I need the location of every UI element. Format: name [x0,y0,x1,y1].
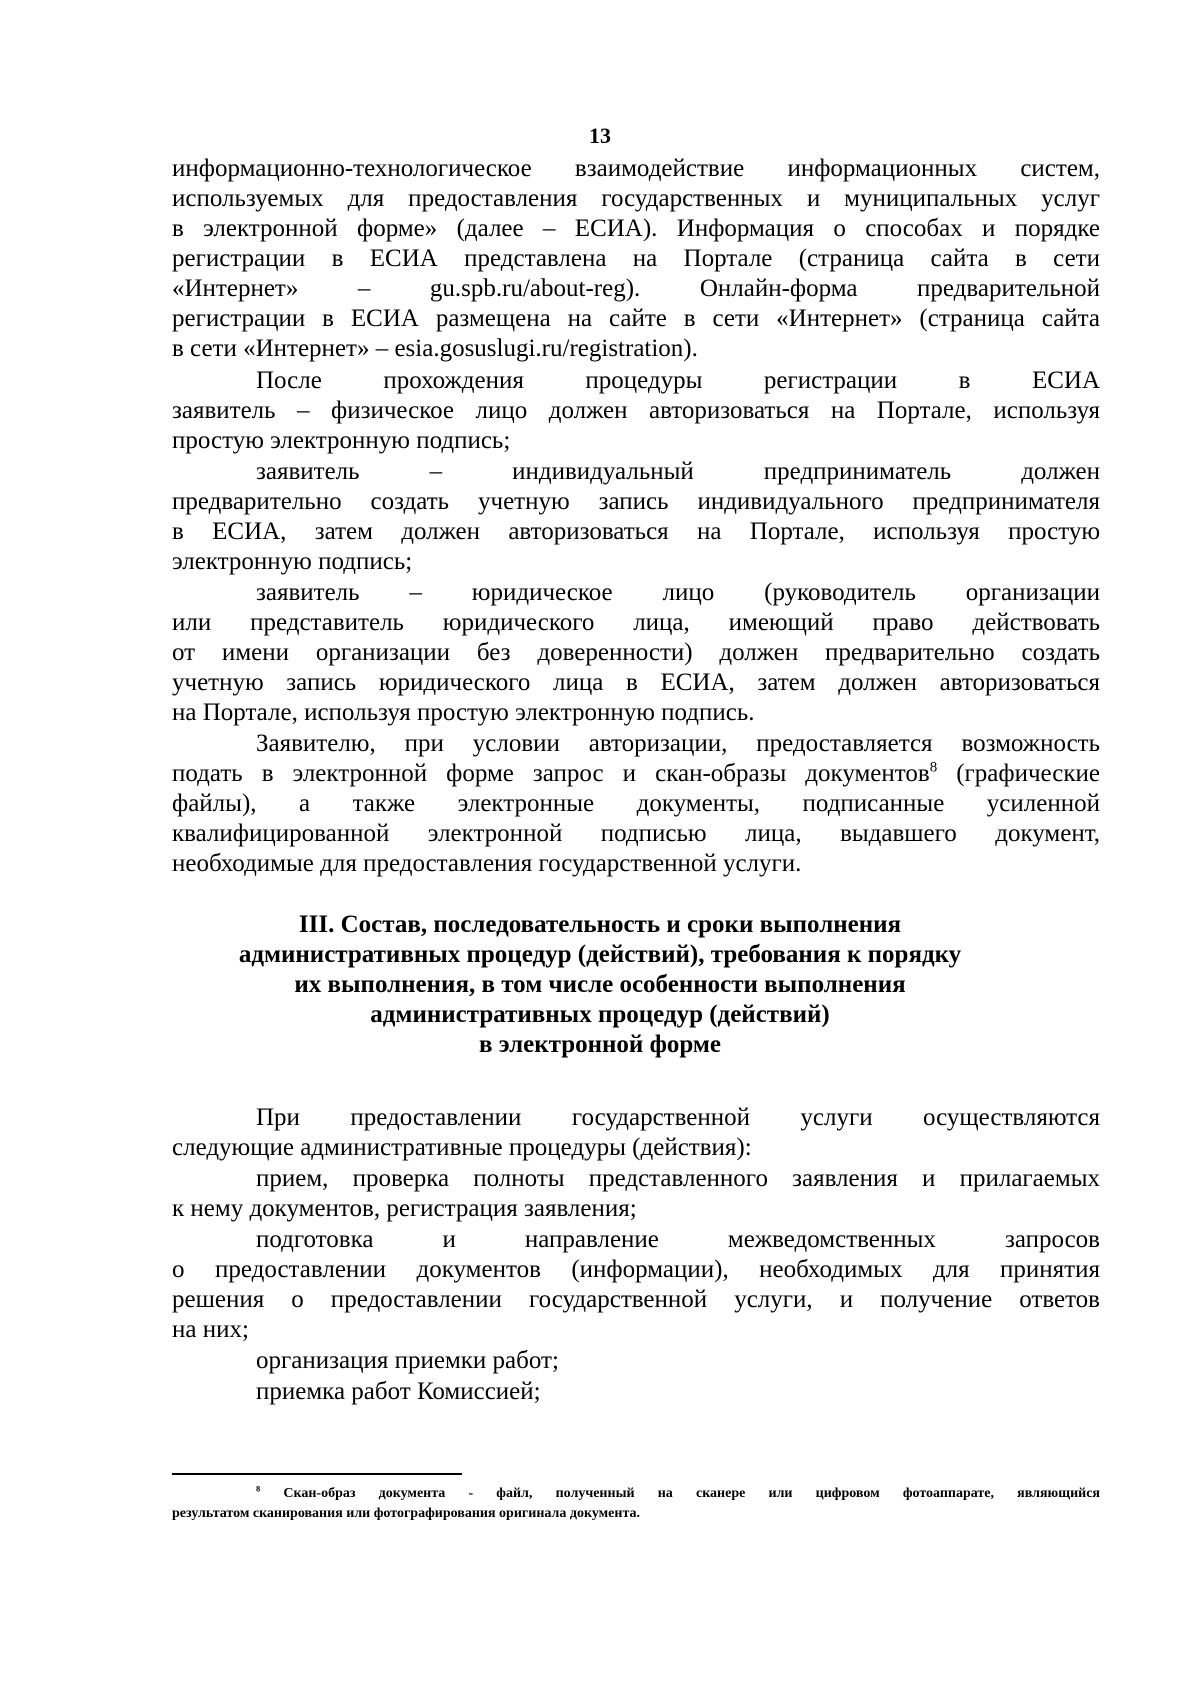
paragraph-line: После прохождения процедуры регистрации в ЕСИА [256,367,1100,394]
paragraph-line: учетную запись юридического лица в ЕСИА, затем должен авторизоваться [172,669,1100,696]
paragraph-line: на них; [172,1316,249,1343]
paragraph-line: квалифицированной электронной подписью лица, выдавшего документ, [172,820,1100,847]
paragraph-line: решения о предоставлении государственной услуги, и получение ответов [172,1286,1100,1313]
paragraph-line: организация приемки работ; [256,1347,559,1374]
section-heading-line: административных процедур (действий) [370,1001,830,1028]
paragraph-line: регистрации в ЕСИА размещена на сайте в сети «Интернет» (страница сайта [172,305,1100,332]
paragraph-line: к нему документов, регистрация заявления; [172,1195,637,1222]
section-heading-line: в электронной форме [478,1031,722,1058]
paragraph-line: в ЕСИА, затем должен авторизоваться на Портале, используя простую [172,518,1100,545]
footnote-line: результатом сканирования или фотографирования оригинала документа. [172,1506,640,1521]
paragraph-line: Заявителю, при условии авторизации, предоставляется возможность [256,730,1100,757]
footnote-separator [172,1473,462,1475]
paragraph-line: регистрации в ЕСИА представлена на Портале (страница сайта в сети [172,245,1100,272]
section-heading-line: III. Состав, последовательность и сроки выполнения [298,911,902,938]
paragraph-line: подготовка и направление межведомственных запросов [256,1226,1100,1253]
paragraph-line: заявитель – юридическое лицо (руководитель организации [256,579,1100,606]
paragraph-line: электронную подпись; [172,548,413,575]
footnote-line [256,1484,1100,1504]
page-number: 13 [589,123,611,148]
paragraph-line: прием, проверка полноты представленного заявления и прилагаемых [256,1165,1100,1192]
footnote-marker: 8 [256,1484,261,1494]
paragraph-line: используемых для предоставления государственных и муниципальных услуг [172,185,1100,212]
footnote-reference: 8 [929,759,938,776]
paragraph-line: заявитель – физическое лицо должен авторизоваться на Портале, используя [172,397,1100,424]
paragraph-line: от имени организации без доверенности) должен предварительно создать [172,639,1100,666]
paragraph-line: информационно-технологическое взаимодействие информационных систем, [172,155,1100,182]
paragraph-line: файлы), а также электронные документы, подписанные усиленной [172,790,1100,817]
section-heading-line: их выполнения, в том числе особенности выполнения [294,971,906,998]
paragraph-line: приемка работ Комиссией; [256,1378,541,1405]
paragraph-line [172,759,1100,789]
paragraph-line: При предоставлении государственной услуги осуществляются [256,1104,1100,1131]
paragraph-line: в сети «Интернет» – esia.gosuslugi.ru/registration). [172,335,698,362]
scan-line-text: подать в электронной форме запрос и скан-образы документов [172,760,930,787]
paragraph-line: заявитель – индивидуальный предприниматель должен [256,458,1100,485]
scan-line-text-after: (графические [937,760,1100,787]
section-heading-line: административных процедур (действий), требования к порядку [238,941,962,968]
paragraph-line: «Интернет» – gu.spb.ru/about-reg). Онлайн-форма предварительной [172,275,1100,302]
paragraph-line: следующие административные процедуры (действия): [172,1134,752,1161]
paragraph-line: о предоставлении документов (информации), необходимых для принятия [172,1256,1100,1283]
footnote-text: Скан-образ документа - файл, полученный на сканере или цифровом фотоаппарате, являющийся [283,1486,1100,1501]
paragraph-line: предварительно создать учетную запись индивидуального предпринимателя [172,488,1100,515]
paragraph-line: простую электронную подпись; [172,427,511,454]
paragraph-line: в электронной форме» (далее – ЕСИА). Информация о способах и порядке [172,215,1100,242]
paragraph-line: на Портале, используя простую электронную подпись. [172,699,755,726]
paragraph-line: или представитель юридического лица, имеющий право действовать [172,609,1100,636]
paragraph-line: необходимые для предоставления государственной услуги. [172,850,802,877]
